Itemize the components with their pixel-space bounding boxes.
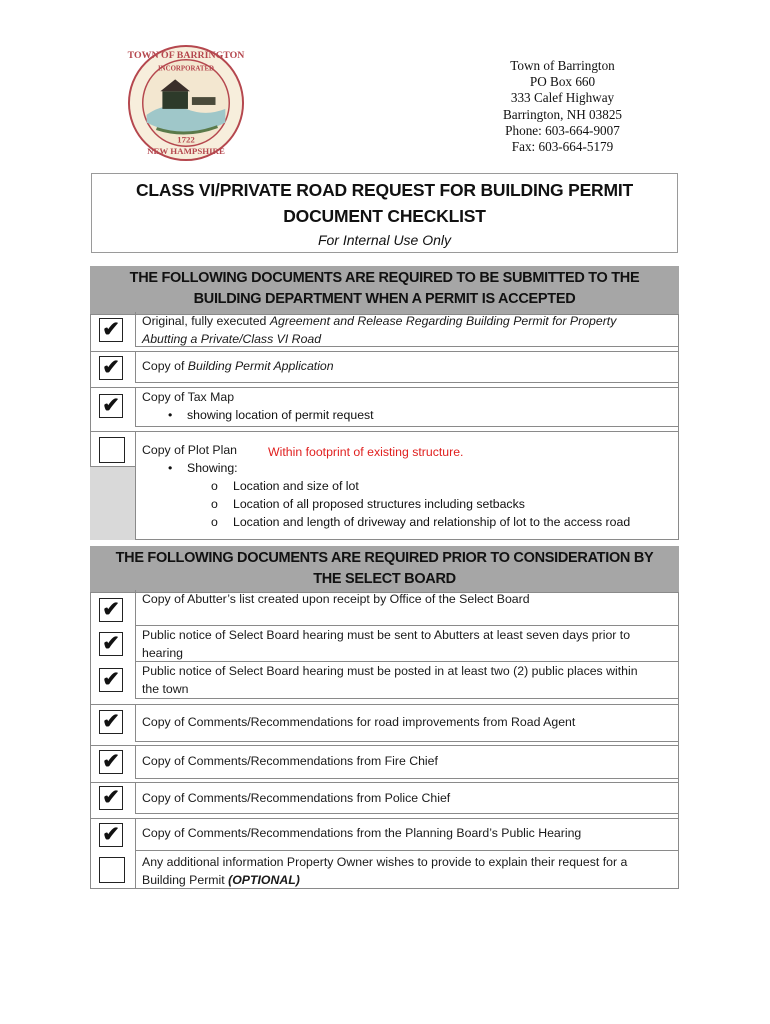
seal-inner-text: INCORPORATED: [157, 65, 215, 73]
seal-year: 1722: [177, 134, 195, 145]
item-text: Copy of Tax Map: [142, 390, 235, 404]
section1-header: [90, 266, 679, 315]
item-text: Copy of Plot Plan: [142, 443, 238, 457]
checkbox[interactable]: ✔: [99, 750, 123, 774]
title-box: [91, 173, 678, 253]
checklist-row: [90, 851, 679, 889]
checklist-row: [90, 312, 679, 347]
item-text: Public notice of Select Board hearing must be sent to Abutters at least seven days prior to hearing: [142, 628, 631, 660]
section2-header-line1: THE FOLLOWING DOCUMENTS ARE REQUIRED PRIOR TO CONSIDERATION BY: [115, 550, 654, 566]
sub-item: Location and length of driveway and relationship of lot to the access road: [233, 515, 631, 529]
seal-top-text: TOWN OF BARRINGTON: [127, 49, 245, 61]
address-line: Barrington, NH 03825: [502, 106, 623, 122]
address-line: 333 Calef Highway: [510, 90, 615, 106]
item-text: Any additional information Property Owner wishes to provide to explain their request for a Building Permit (OPTIONAL): [142, 855, 628, 887]
bullet: •: [168, 408, 173, 422]
checkbox[interactable]: ✔: [99, 356, 123, 380]
sub-item: Location of all proposed structures including setbacks: [233, 497, 525, 511]
checkbox[interactable]: ✔: [99, 668, 123, 692]
item-text: Public notice of Select Board hearing must be posted in at least two (2) public places within the town: [142, 664, 638, 696]
town-seal-logo: [127, 44, 245, 162]
item-subtext: Showing:: [187, 461, 238, 475]
item-text: Copy of Comments/Recommendations from Fire Chief: [142, 754, 438, 768]
checklist-row: [90, 783, 679, 814]
sub-bullet: o: [211, 515, 218, 529]
checklist-row: [90, 626, 679, 662]
item-subtext: showing location of permit request: [187, 408, 374, 422]
sub-item: Location and size of lot: [233, 479, 359, 493]
bullet: •: [168, 461, 173, 475]
title-line-1: CLASS VI/PRIVATE ROAD REQUEST FOR BUILDING PERMIT: [135, 180, 634, 200]
checklist-row: [90, 352, 679, 383]
section1-header-line2: BUILDING DEPARTMENT WHEN A PERMIT IS ACCEPTED: [193, 291, 576, 307]
section2-header: [90, 546, 679, 593]
checkbox[interactable]: ✔: [99, 632, 123, 656]
checklist-row: [90, 590, 679, 626]
address-line: Town of Barrington: [510, 58, 615, 73]
page-subtitle: For Internal Use Only: [317, 232, 452, 248]
item-text: Original, fully executed Agreement and Release Regarding Building Permit for Property Abutting a Private/Class VI Road: [142, 314, 617, 346]
checkbox[interactable]: ✔: [99, 786, 123, 810]
checkbox[interactable]: ✔: [99, 710, 123, 734]
checklist-row: [90, 432, 679, 540]
checklist-row: [90, 662, 679, 699]
town-address-block: [480, 58, 645, 155]
checkbox[interactable]: ✔: [99, 318, 123, 342]
checkbox[interactable]: ✔: [99, 394, 123, 418]
checkbox[interactable]: [99, 437, 125, 463]
title-line-2: DOCUMENT CHECKLIST: [283, 206, 486, 226]
address-line: PO Box 660: [529, 74, 596, 90]
checkbox[interactable]: ✔: [99, 823, 123, 847]
red-note: Within footprint of existing structure.: [268, 445, 464, 459]
checkbox[interactable]: [99, 857, 125, 883]
checklist-row: [90, 705, 679, 742]
item-text: Copy of Building Permit Application: [142, 359, 334, 373]
address-fax: Fax: 603-664-5179: [511, 139, 614, 155]
checkbox[interactable]: ✔: [99, 598, 123, 622]
address-phone: Phone: 603-664-9007: [505, 122, 620, 138]
item-text: Copy of Comments/Recommendations from the Planning Board’s Public Hearing: [142, 826, 582, 840]
checklist-row: [90, 388, 679, 427]
item-text: Copy of Comments/Recommendations from Police Chief: [142, 791, 451, 805]
page-title: [92, 177, 677, 229]
sub-bullet: o: [211, 479, 218, 493]
section1-header-line1: THE FOLLOWING DOCUMENTS ARE REQUIRED TO BE SUBMITTED TO THE: [129, 270, 640, 286]
seal-bottom-text: NEW HAMPSHIRE: [147, 146, 225, 157]
checklist-row: [90, 746, 679, 779]
sub-bullet: o: [211, 497, 218, 511]
item-text: Copy of Abutter’s list created upon receipt by Office of the Select Board: [142, 592, 530, 606]
section2-header-line2: THE SELECT BOARD: [313, 571, 456, 587]
item-text: Copy of Comments/Recommendations for road improvements from Road Agent: [142, 715, 576, 729]
checklist-row: [90, 819, 679, 851]
